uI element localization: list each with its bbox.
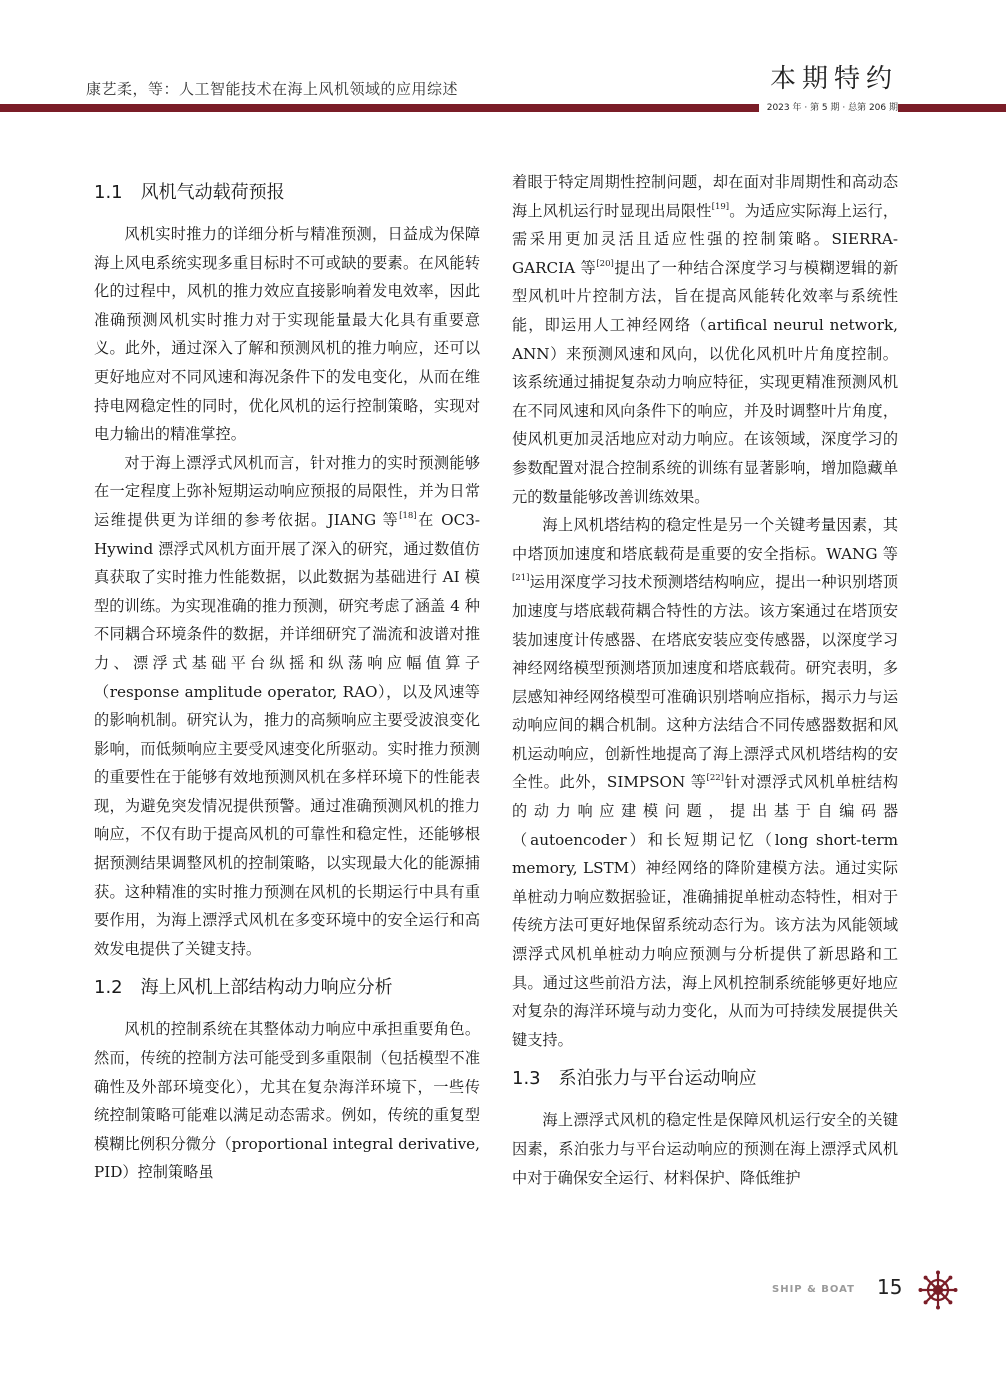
section-heading-1-2 <box>94 973 480 1003</box>
paragraph-text: 针对漂浮式风机单桩结构的动力响应建模问题，提出基于自编码器（autoencoder）和长短期记忆（long short-term memory, LSTM）神经网络的降阶建模方法。通过实际单桩动力响应数据验证，准确捕捉单桩动态特性，相对于传统方法可更好地保留系统动态行为。该方法为风能领域漂浮式风机单桩动力响应预测与分析提供了新思路和工具。通过这些前沿方法，海上风机控制系统能够更好地应对复杂的海洋环境与动力变化，从而为可持续发展提供关键支持。 <box>512 773 899 1049</box>
paragraph <box>94 449 480 964</box>
paragraph-text: 着眼于特定周期性控制问题，却在面对非周期性和高动态海上风机运行时显现出局限性 <box>512 173 898 220</box>
section-heading-1-3 <box>512 1064 898 1094</box>
paragraph: 风机的控制系统在其整体动力响应中承担重要角色。然而，传统的控制方法可能受到多重限制（包括模型不准确性及外部环境变化），尤其在复杂海洋环境下，一些传统控制策略可能难以满足动态需求。例如，传统的重复型模糊比例积分微分（proportional integral derivative, PID）控制策略虽 <box>94 1020 480 1182</box>
section-number: 1.3 <box>512 1068 541 1090</box>
section-number: 1.2 <box>94 977 123 999</box>
paragraph: 风机实时推力的详细分析与精准预测，日益成为保障海上风电系统实现多重目标时不可或缺的要素。在风能转化的过程中，风机的推力效应直接影响着发电效率，因此准确预测风机实时推力对于实现能量最大化具有重要意义。此外，通过深入了解和预测风机的推力响应，还可以更好地应对不同风速和海况条件下的发电变化，从而在维持电网稳定性的同时，优化风机的运行控制策略，实现对电力输出的精准掌控。 <box>94 225 480 444</box>
section-number: 1.1 <box>94 182 123 203</box>
paragraph <box>512 168 898 511</box>
issue-info: 2023 年 · 第 5 期 · 总第 206 期 <box>759 103 898 114</box>
page-number: 15 <box>877 1275 903 1299</box>
paragraph-text: 。为适应实际海上运行，需采用更加灵活且适应性强的控制策略。SIERRA-GARCIA 等 <box>512 201 899 277</box>
running-header-title: 康艺柔，等：人工智能技术在海上风机领域的应用综述 <box>86 80 459 98</box>
left-column <box>94 168 480 1187</box>
citation-ref: [19] <box>711 201 730 212</box>
paragraph-text: 提出了一种结合深度学习与模糊逻辑的新型风机叶片控制方法，旨在提高风能转化效率与系统性能，即运用人工神经网络（artifical neurul network, ANN）来预测风速和风向，以优化风机叶片角度控制。该系统通过捕捉复杂动力响应特征，实现更精准预测风机在不同风速和风向条件下的响应，并及时调整叶片角度，使风机更加灵活地应对动力响应。在该领域，深度学习的参数配置对混合控制系统的训练有显著影响，增加隐藏单元的数量能够改善训练效果。 <box>512 258 898 506</box>
footer-brand: SHIP & BOAT <box>772 1284 855 1295</box>
citation-ref: [20] <box>596 258 614 269</box>
citation-ref: [22] <box>706 773 724 784</box>
section-label: 本期特约 <box>769 64 898 94</box>
paragraph-text: 对于海上漂浮式风机而言，针对推力的实时预测能够在一定程度上弥补短期运动响应预报的局限性，并为日常运维提供更为详细的参考依据。JIANG 等 <box>94 453 480 529</box>
paragraph <box>512 511 898 1054</box>
citation-ref: [21] <box>512 573 530 584</box>
section-heading-1-1 <box>94 178 480 208</box>
section-title: 风机气动载荷预报 <box>140 182 285 203</box>
section-title: 系泊张力与平台运动响应 <box>558 1068 757 1090</box>
ship-wheel-icon <box>918 1270 958 1310</box>
right-column <box>512 168 898 1192</box>
section-title: 海上风机上部结构动力响应分析 <box>140 977 393 999</box>
paragraph-text: 在 OC3-Hywind 漂浮式风机方面开展了深入的研究，通过数值仿真获取了实时推力性能数据，以此数据为基础进行 AI 模型的训练。为实现准确的推力预测，研究考虑了涵盖 4 种不同耦合环境条件的数据，并详细研究了湍流和波谱对推力、漂浮式基础平台纵摇和纵荡响应幅值算子（response amplitude operator, RAO），以及风速等的影响机制。研究认为，推力的高频响应主要受波浪变化影响，而低频响应主要受风速变化所驱动。实时推力预测的重要性在于能够有效地预测风机在多样环境下的性能表现，为避免突发情况提供预警。通过准确预测风机的推力响应，不仅有助于提高风机的可靠性和稳定性，还能够根据预测结果调整风机的控制策略，以实现最大化的能源捕获。这种精准的实时推力预测在风机的长期运行中具有重要作用，为海上漂浮式风机在多变环境中的安全运行和高效发电提供了关键支持。 <box>94 510 480 958</box>
citation-ref: [18] <box>399 510 417 521</box>
paragraph: 海上漂浮式风机的稳定性是保障风机运行安全的关键因素，系泊张力与平台运动响应的预测在海上漂浮式风机中对于确保安全运行、材料保护、降低维护 <box>512 1111 898 1187</box>
paragraph-text: 海上风机塔结构的稳定性是另一个关键考量因素，其中塔顶加速度和塔底载荷是重要的安全指标。WANG 等 <box>512 516 898 563</box>
paragraph-text: 运用深度学习技术预测塔结构响应，提出一种识别塔顶加速度与塔底载荷耦合特性的方法。该方案通过在塔顶安装加速度计传感器、在塔底安装应变传感器，以深度学习神经网络模型预测塔顶加速度和塔底载荷。研究表明，多层感知神经网络模型可准确识别塔响应指标，揭示力与运动响应间的耦合机制。这种方法结合不同传感器数据和风机运动响应，创新性地提高了海上漂浮式风机塔结构的安全性。此外，SIMPSON 等 <box>512 573 898 792</box>
